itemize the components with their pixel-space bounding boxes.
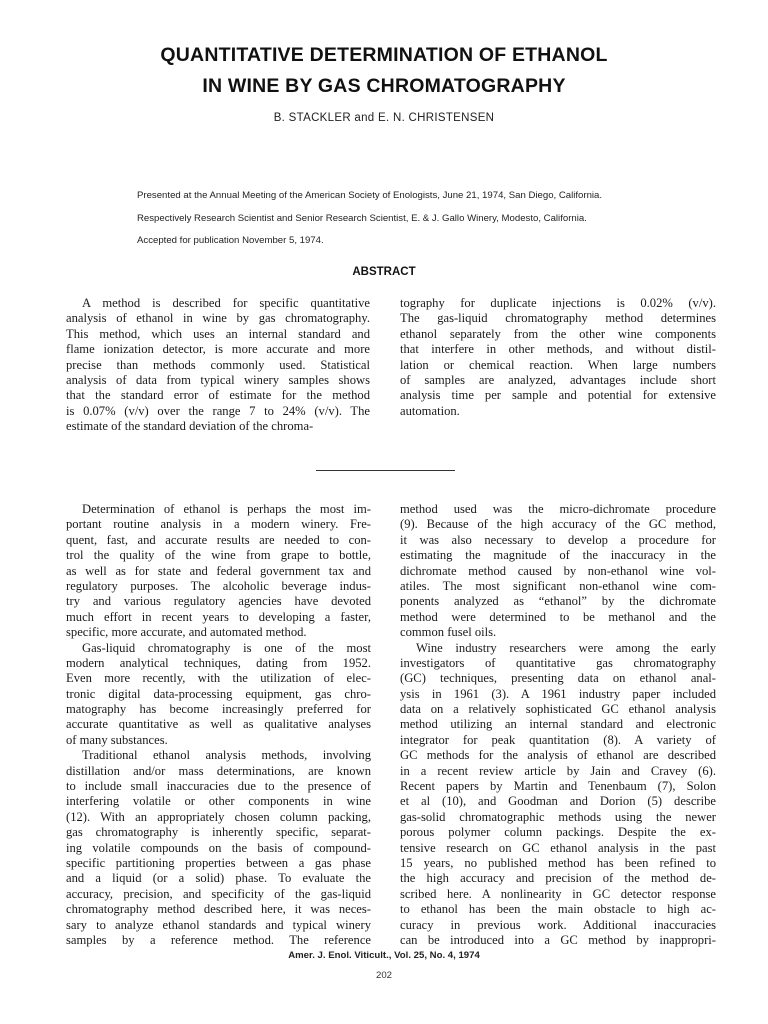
text-line: can be introduced into a GC method by inappropri-: [400, 932, 716, 947]
text-line: GC methods for the analysis of ethanol are described: [400, 748, 716, 763]
text-line: A method is described for specific quantitative: [82, 296, 370, 310]
text-line: (12). With an appropriately chosen column packing,: [66, 809, 371, 824]
abstract-heading: ABSTRACT: [352, 266, 416, 278]
text-line: of samples are analyzed, advantages include short: [400, 372, 716, 387]
text-line: to include small inaccuracies due to the presence of: [66, 779, 371, 794]
abstract-right-column: [400, 296, 716, 419]
text-line: Traditional ethanol analysis methods, involving: [82, 748, 371, 763]
text-line: and a liquid (or a solid) phase. To evaluate the: [66, 871, 371, 886]
text-line: Gas-liquid chromatography is one of the most: [82, 640, 371, 655]
text-line: curacy in previous work. Additional inaccuracies: [400, 917, 716, 932]
title-line-2: IN WINE BY GAS CHROMATOGRAPHY: [202, 75, 566, 97]
text-line: method were determined to be methanol and the: [400, 609, 716, 624]
text-line: ing volatile compounds on the basis of compound-: [66, 840, 371, 855]
page-number: 202: [375, 970, 392, 981]
text-line: Recent papers by Martin and Tenenbaum (7), Solon: [400, 779, 716, 794]
text-line: tography for duplicate injections is 0.02% (v/v).: [400, 296, 716, 310]
text-line: quent, fast, and accurate results are needed to con-: [66, 532, 371, 547]
text-line: trol the quality of the wine from grape to bottle,: [66, 548, 371, 563]
text-line: lation or chemical reaction. When large numbers: [400, 357, 716, 372]
text-line: common fusel oils.: [400, 625, 497, 640]
text-line: Determination of ethanol is perhaps the most im-: [82, 502, 371, 516]
affiliation-note: Respectively Research Scientist and Senior Research Scientist, E. & J. Gallo Winery, Modesto, California.: [137, 212, 587, 224]
text-line: tronic digital data-processing equipment, gas chro-: [66, 686, 371, 701]
text-line: ponents analyzed as “ethanol” by the dichromate: [400, 594, 716, 609]
text-line: modern analytical techniques, dating from 1952.: [66, 655, 371, 670]
text-line: investigators of quantitative gas chromatography: [400, 655, 716, 670]
text-line: (GC) techniques, presenting data on ethanol anal-: [400, 671, 716, 686]
text-line: try and various regulatory agencies have devoted: [66, 594, 371, 609]
text-line: interfering volatile or other components in wine: [66, 794, 371, 809]
text-line: portant routine analysis in a modern winery. Fre-: [66, 517, 371, 532]
text-line: ethanol separately from the other wine components: [400, 326, 716, 341]
article-title: [0, 40, 768, 102]
text-line: that the standard error of estimate for the method: [66, 388, 370, 403]
text-line: specific, more accurate, and automated method.: [66, 625, 307, 640]
text-line: sary to analyze ethanol standards and typical winery: [66, 917, 371, 932]
text-line: regulatory purposes. The alcoholic beverage indus-: [66, 578, 371, 593]
journal-citation: Amer. J. Enol. Viticult., Vol. 25, No. 4, 1974: [288, 950, 480, 961]
text-line: ysis in 1961 (3). A 1961 industry paper included: [400, 686, 716, 701]
text-line: it was also necessary to develop a procedure for: [400, 532, 716, 547]
text-line: chromatography method described here, it was neces-: [66, 902, 371, 917]
authors: B. STACKLER and E. N. CHRISTENSEN: [273, 112, 495, 124]
text-line: dichromate method caused by non-ethanol wine vol-: [400, 563, 716, 578]
text-line: Even more recently, with the utilization of elec-: [66, 671, 371, 686]
text-line: gas-solid chromatographic methods using the newer: [400, 809, 716, 824]
text-line: This method, which uses an internal standard and: [66, 326, 370, 341]
text-line: specific partitioning properties between a gas phase: [66, 855, 371, 870]
text-line: method utilizing an internal standard and electronic: [400, 717, 716, 732]
text-line: matography has become increasingly preferred for: [66, 702, 371, 717]
text-line: much effort in recent years to developing a faster,: [66, 609, 371, 624]
text-line: is 0.07% (v/v) over the range 7 to 24% (v/v). The: [66, 403, 370, 418]
text-line: atiles. The most significant non-ethanol wine com-: [400, 578, 716, 593]
text-line: of many substances.: [66, 732, 168, 747]
text-line: 15 years, no published method has been refined to: [400, 855, 716, 870]
text-line: automation.: [400, 403, 460, 418]
text-line: precise than methods commonly used. Statistical: [66, 357, 370, 372]
text-line: data on a relatively sophisticated GC ethanol analysis: [400, 702, 716, 717]
abstract-left-column: [66, 296, 370, 435]
text-line: gas chromatography is inherently specific, separat-: [66, 825, 371, 840]
text-line: analysis time per sample and potential for extensive: [400, 388, 716, 403]
text-line: Wine industry researchers were among the early: [416, 640, 716, 655]
text-line: that interfere in other methods, and without distil-: [400, 342, 716, 357]
text-line: samples by a reference method. The reference: [66, 932, 371, 947]
text-line: method used was the micro-dichromate procedure: [400, 502, 716, 516]
text-line: estimate of the standard deviation of the chroma-: [66, 419, 314, 434]
acceptance-note: Accepted for publication November 5, 1974.: [137, 235, 324, 246]
text-line: tensive research on GC ethanol analysis in the past: [400, 840, 716, 855]
text-line: as well as for state and federal government tax and: [66, 563, 371, 578]
text-line: analysis of ethanol in wine by gas chromatography.: [66, 311, 370, 326]
text-line: The gas-liquid chromatography method determines: [400, 311, 716, 326]
text-line: porous polymer column packings. Despite the ex-: [400, 825, 716, 840]
text-line: et al (10), and Goodman and Dorion (5) describe: [400, 794, 716, 809]
body-right-column: [400, 502, 716, 948]
text-line: estimating the magnitude of the inaccuracy in the: [400, 548, 716, 563]
text-line: to ethanol has been the main obstacle to high ac-: [400, 902, 716, 917]
text-line: accuracy, precision, and specificity of the gas-liquid: [66, 886, 371, 901]
text-line: flame ionization detector, is more accurate and more: [66, 342, 370, 357]
title-line-1: QUANTITATIVE DETERMINATION OF ETHANOL: [160, 44, 608, 66]
section-divider: [316, 470, 455, 471]
text-line: (9). Because of the high accuracy of the GC method,: [400, 517, 716, 532]
text-line: distillation and/or mass determinations, are known: [66, 763, 371, 778]
article-notes: [137, 190, 697, 258]
text-line: integrator for peak quantitation (8). A variety of: [400, 732, 716, 747]
text-line: the high accuracy and precision of the method de-: [400, 871, 716, 886]
body-left-column: [66, 502, 371, 948]
text-line: in a recent review article by Jain and Cravey (6).: [400, 763, 716, 778]
presentation-note: Presented at the Annual Meeting of the American Society of Enologists, June 21, 1974, San Diego, California.: [137, 190, 603, 201]
text-line: analysis of data from typical winery samples shows: [66, 372, 370, 387]
text-line: accurate quantitative as well as qualitative analyses: [66, 717, 371, 732]
text-line: scribed here. A nonlinearity in GC detector response: [400, 886, 716, 901]
